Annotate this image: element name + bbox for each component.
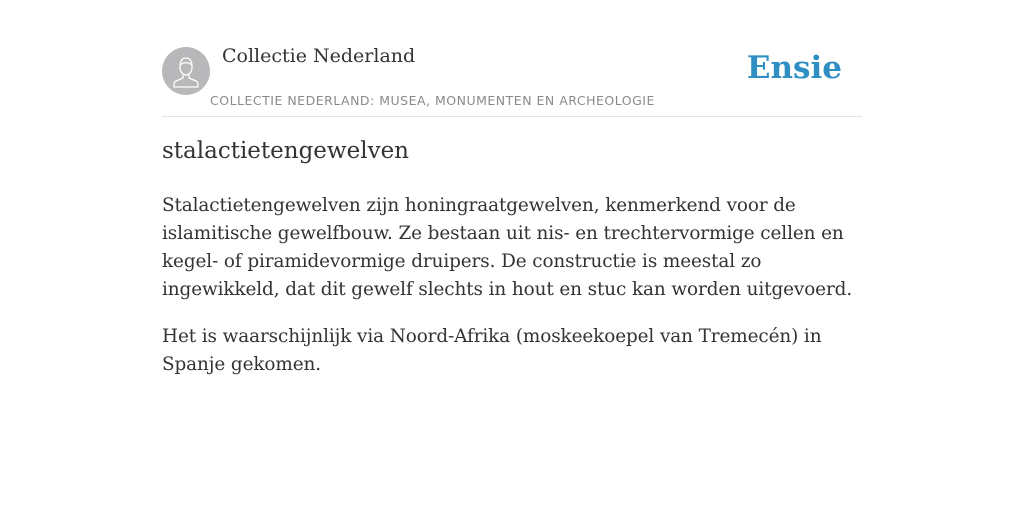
article-page	[162, 0, 862, 375]
article-body	[162, 192, 862, 398]
article-title: stalactietengewelven	[162, 138, 409, 164]
user-silhouette-icon	[162, 47, 210, 95]
author-avatar[interactable]	[162, 47, 210, 95]
article-paragraph: Het is waarschijnlijk via Noord-Afrika (moskeekoepel van Tremecén) in Spanje gekomen.	[162, 326, 822, 375]
article-header	[162, 0, 862, 117]
article-paragraph: Stalactietengewelven zijn honingraatgewelven, kenmerkend voor de islamitische gewelfbouw. Ze bestaan uit nis- en trechtervormige cellen en kegel- of piramidevormige druipers. De constructie is meestal zo ingewikkeld, dat dit gewelf slechts in hout en stuc kan worden uitgevoerd.	[162, 195, 853, 300]
source-label[interactable]: COLLECTIE NEDERLAND: MUSEA, MONUMENTEN EN ARCHEOLOGIE	[210, 93, 655, 108]
ensie-logo[interactable]: Ensie	[746, 50, 842, 86]
author-name[interactable]: Collectie Nederland	[222, 45, 416, 67]
